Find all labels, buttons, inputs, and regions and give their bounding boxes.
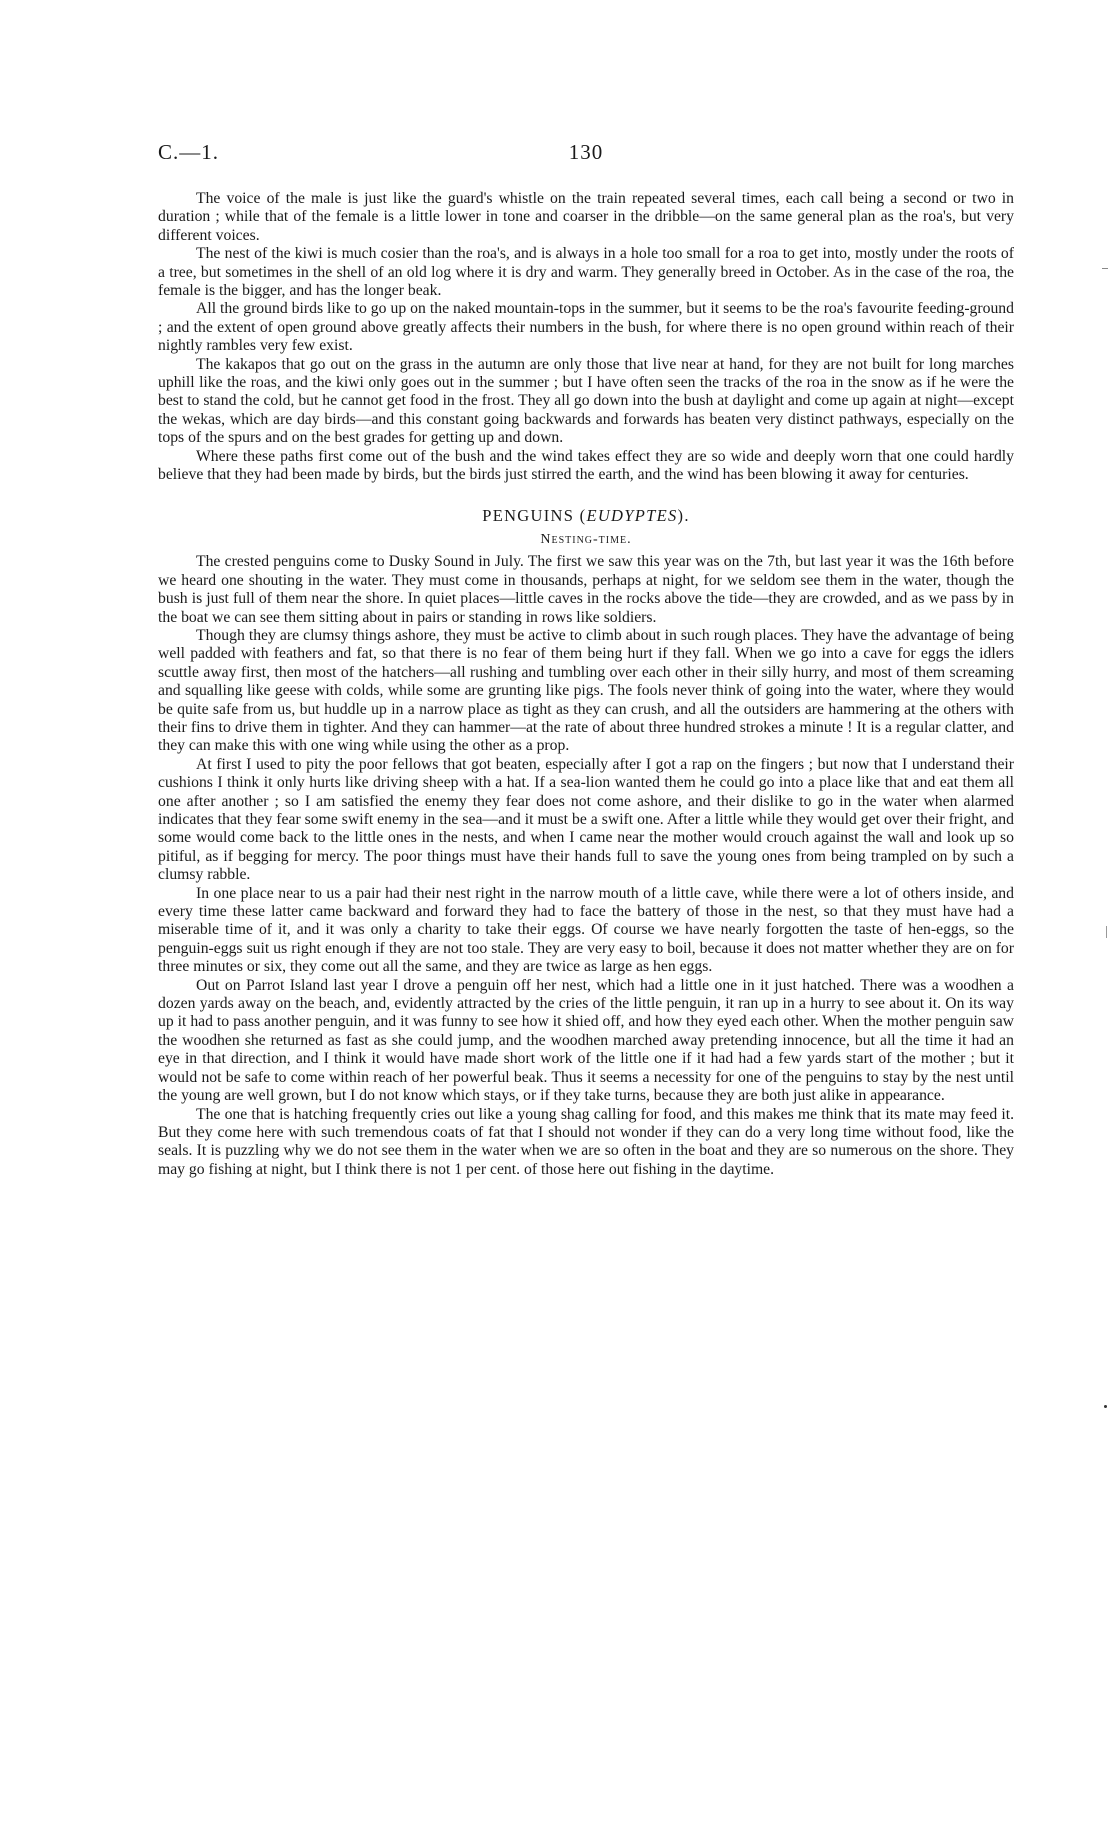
paragraph: The kakapos that go out on the grass in the autumn are only those that live near at hand, for they are not built for long marches uphill like the roas, and the kiwi only goes out in the summer ; but I have often seen the tracks of the roa in the snow as if he were the best to stand the cold, but he cannot get food in the frost. They all go down into the bush at daylight and come up again at night—except the wekas, which are day birds—and this constant going backwards and forwards has beaten very distinct pathways, especially on the tops of the spurs and on the best grades for getting up and down. xyxy=(158,355,1014,447)
section-title-end: ). xyxy=(677,505,690,525)
paragraph: The one that is hatching frequently cries out like a young shag calling for food, and this makes me think that its mate may feed it. But they come here with such tremendous coats of fat that I should not wonder if they can do a very long time without food, like the seals. It is puzzling why we do not see them in the water when we are so often in the boat and they are so numerous on the shore. They may go fishing at night, but I think there is not 1 per cent. of those here out fishing in the daytime. xyxy=(158,1105,1014,1178)
section-title xyxy=(158,507,1014,525)
section-subtitle: Nesting-time. xyxy=(540,531,632,547)
paragraph: The crested penguins come to Dusky Sound in July. The first we saw this year was on the 7th, but last year it was the 16th before we heard one shouting in the water. They must come in thousands, perhaps at night, for we seldom see them in the water, though the bush is just full of them near the shore. In quiet places—little caves in the rocks above the tide—they are crowded, and as we pass by in the boat we can see them sitting about in pairs or standing in rows like soldiers. xyxy=(158,553,1014,626)
scan-mark xyxy=(1106,926,1107,938)
paragraph: All the ground birds like to go up on the naked mountain-tops in the summer, but it seems to be the roa's favourite feeding-ground ; and the extent of open ground above greatly affects their numbers in the bush, for where there is no open ground within reach of their nightly rambles very few exist. xyxy=(158,300,1014,355)
scan-mark xyxy=(1104,1405,1107,1408)
section-title-scientific: EUDYPTES xyxy=(586,505,678,525)
page-number: 130 xyxy=(568,140,604,164)
paragraph: The nest of the kiwi is much cosier than the roa's, and is always in a hole too small for a roa to get into, mostly under the roots of a tree, but sometimes in the shell of an old log where it is dry and warm. They generally breed in October. As in the case of the roa, the female is the bigger, and has the longer beak. xyxy=(158,245,1014,300)
paragraph: The voice of the male is just like the guard's whistle on the train repeated several times, each call being a second or two in duration ; while that of the female is a little lower in tone and coarser in the dribble—on the same general plan as the roa's, but very different voices. xyxy=(158,190,1014,244)
paragraph: Out on Parrot Island last year I drove a penguin off her nest, which had a little one in it just hatched. There was a woodhen a dozen yards away on the beach, and, evidently attracted by the cries of the little penguin, it ran up in a hurry to see about it. On its way up it had to pass another penguin, and it was funny to see how it shied off, and how they eyed each other. When the mother penguin saw the woodhen she returned as fast as she could jump, and the woodhen marched away pretending innocence, but all the time it had an eye in that direction, and I think it would have made short work of the little one if it had had a few yards start of the mother ; but it would not be safe to come within reach of her powerful beak. Thus it seems a necessity for one of the penguins to stay by the nest until the young are well grown, but I do not know which stays, or if they take turns, because they are both just alike in appearance. xyxy=(158,976,1014,1105)
paragraph: Though they are clumsy things ashore, they must be active to climb about in such rough places. They have the advantage of being well padded with feathers and fat, so that there is no fear of them being hurt if they fall. When we go into a cave for eggs the idlers scuttle away first, then most of the hatchers—all rushing and tumbling over each other in their silly hurry, and most of them screaming and squalling like geese with colds, while some are grunting like pigs. The fools never think of going into the water, where they would be quite safe from us, but huddle up in a narrow place as tight as they can crush, and all the outsiders are hammering at the others with their fins to drive them in tighter. And they can hammer—at the rate of about three hundred strokes a minute ! It is a regular clatter, and they can make this with one wing while using the other as a prop. xyxy=(158,626,1014,755)
paragraph: At first I used to pity the poor fellows that got beaten, especially after I got a rap on the fingers ; but now that I understand their cushions I think it only hurts like driving sheep with a hat. If a sea-lion wanted them he could go into a place like that and eat them all one after another ; so I am satisfied the enemy they fear does not come ashore, and their dislike to go in the water when alarmed indicates that they fear some swift enemy in the sea—and it must be a swift one. After a little while they would get over their fright, and some would come back to the little ones in the nests, and when I came near the mother would crouch against the wall and look up so pitiful, as if begging for mercy. The poor things must have their hands full to save the young ones from being trampled on by such a clumsy rabble. xyxy=(158,755,1014,884)
page-header xyxy=(158,140,1014,170)
margin-scan-marks xyxy=(1084,0,1114,1838)
page-body xyxy=(158,190,1014,1179)
document-reference: C.—1. xyxy=(158,140,220,164)
section-title-main: PENGUINS ( xyxy=(482,505,587,525)
paragraph: Where these paths first come out of the bush and the wind takes effect they are so wide and deeply worn that one could hardly believe that they had been made by birds, but the birds just stirred the earth, and the wind has been blowing it away for centuries. xyxy=(158,447,1014,484)
scan-mark xyxy=(1102,268,1108,269)
paragraph: In one place near to us a pair had their nest right in the narrow mouth of a little cave, while there were a lot of others inside, and every time these latter came backward and forward they had to face the battery of those in the nest, so that they must have had a miserable time of it, and it was only a charity to take their eggs. Of course we have nearly forgotten the taste of hen-eggs, so the penguin-eggs suit us right enough if they are not too stale. They are very easy to boil, because it does not matter whether they are on for three minutes or six, they come out all the same, and they are twice as large as hen eggs. xyxy=(158,884,1014,976)
